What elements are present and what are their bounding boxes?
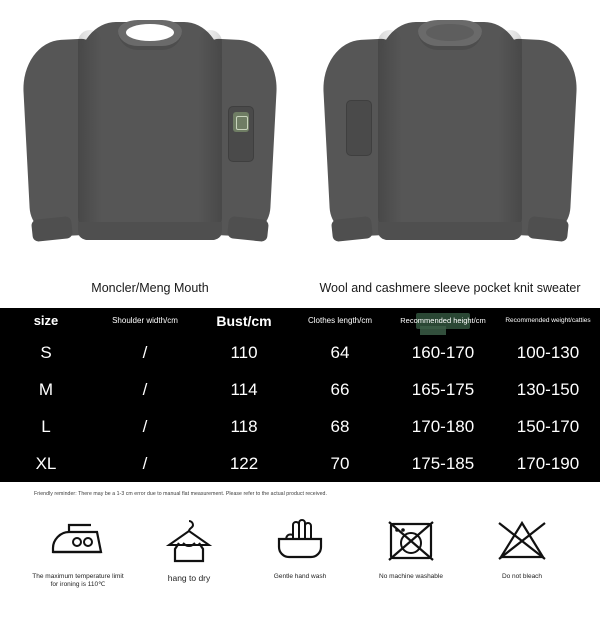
hem bbox=[78, 222, 222, 240]
cell-weight: 130-150 bbox=[516, 379, 580, 399]
no-bleach-icon bbox=[470, 513, 574, 567]
hem bbox=[378, 222, 522, 240]
header-height-label: Recommended height/cm bbox=[400, 316, 486, 326]
sweater-body bbox=[78, 22, 222, 240]
cell-height: 160-170 bbox=[411, 342, 475, 362]
cuff-left bbox=[31, 216, 73, 242]
cell-height: 170-180 bbox=[411, 416, 475, 436]
product-photo-front bbox=[0, 0, 300, 268]
hanger-shirt-icon bbox=[137, 513, 241, 567]
size-chart-table bbox=[0, 308, 600, 482]
cell-weight: 150-170 bbox=[516, 416, 580, 436]
cuff-right bbox=[227, 216, 269, 242]
header-bust: Bust/cm bbox=[216, 312, 272, 329]
sweater-back-illustration bbox=[300, 0, 600, 268]
cell-length: 68 bbox=[330, 416, 350, 436]
measurement-disclaimer: Friendly reminder: There may be a 1-3 cm error due to manual flat measurement. Please refer to the actual product received. bbox=[34, 491, 327, 497]
cell-size: XL bbox=[35, 453, 57, 473]
cell-shoulder: / bbox=[142, 453, 148, 473]
care-item-hand-wash bbox=[248, 513, 352, 589]
compass-badge-icon bbox=[233, 112, 249, 132]
table-header-row bbox=[0, 308, 600, 334]
cell-weight: 100-130 bbox=[516, 342, 580, 362]
header-length: Clothes length/cm bbox=[307, 315, 373, 325]
header-height bbox=[390, 317, 496, 325]
cell-height: 175-185 bbox=[411, 453, 475, 473]
hand-wash-icon bbox=[248, 513, 352, 567]
cell-length: 70 bbox=[330, 453, 350, 473]
cell-size: L bbox=[41, 416, 51, 436]
cell-length: 64 bbox=[330, 342, 350, 362]
product-photos bbox=[0, 0, 600, 268]
iron-icon bbox=[26, 513, 130, 567]
header-shoulder: Shoulder width/cm bbox=[112, 315, 178, 325]
care-item-hang-dry bbox=[137, 513, 241, 589]
care-label-iron: The maximum temperature limit for ironing is 110℃ bbox=[32, 573, 124, 588]
product-photo-back bbox=[300, 0, 600, 268]
header-weight: Recommended weight/catties bbox=[505, 316, 591, 324]
care-label-hang-dry: hang to dry bbox=[167, 573, 211, 583]
cell-height: 165-175 bbox=[411, 379, 475, 399]
cell-shoulder: / bbox=[142, 379, 148, 399]
table-row bbox=[0, 334, 600, 371]
care-item-iron bbox=[26, 513, 130, 589]
table-row bbox=[0, 371, 600, 408]
cell-size: S bbox=[40, 342, 52, 362]
cell-bust: 110 bbox=[230, 342, 258, 362]
care-label-hand-wash: Gentle hand wash bbox=[273, 573, 327, 580]
cell-weight: 170-190 bbox=[516, 453, 580, 473]
sweater-front-illustration bbox=[0, 0, 300, 268]
caption-right: Wool and cashmere sleeve pocket knit sweater bbox=[319, 281, 581, 295]
cell-bust: 118 bbox=[230, 416, 258, 436]
care-instructions bbox=[0, 497, 600, 589]
cell-bust: 114 bbox=[230, 379, 258, 399]
cell-size: M bbox=[38, 379, 54, 399]
header-size: size bbox=[33, 313, 59, 329]
sweater-body bbox=[378, 22, 522, 240]
table-row bbox=[0, 408, 600, 445]
neck-opening bbox=[126, 24, 174, 41]
care-item-no-machine-wash bbox=[359, 513, 463, 589]
sleeve-pocket bbox=[346, 100, 372, 156]
caption-left: Moncler/Meng Mouth bbox=[91, 281, 209, 295]
care-label-no-machine-wash: No machine washable bbox=[379, 573, 443, 580]
care-item-no-bleach bbox=[470, 513, 574, 589]
cell-length: 66 bbox=[330, 379, 350, 399]
green-highlight-block-2 bbox=[420, 326, 446, 335]
cell-bust: 122 bbox=[229, 453, 259, 473]
neck-opening bbox=[426, 24, 474, 41]
cell-shoulder: / bbox=[142, 416, 148, 436]
cell-shoulder: / bbox=[142, 342, 148, 362]
table-row bbox=[0, 445, 600, 482]
no-machine-wash-icon bbox=[359, 513, 463, 567]
cuff-left bbox=[331, 216, 373, 242]
product-captions bbox=[0, 268, 600, 308]
care-label-no-bleach: Do not bleach bbox=[501, 573, 543, 580]
cuff-right bbox=[527, 216, 569, 242]
